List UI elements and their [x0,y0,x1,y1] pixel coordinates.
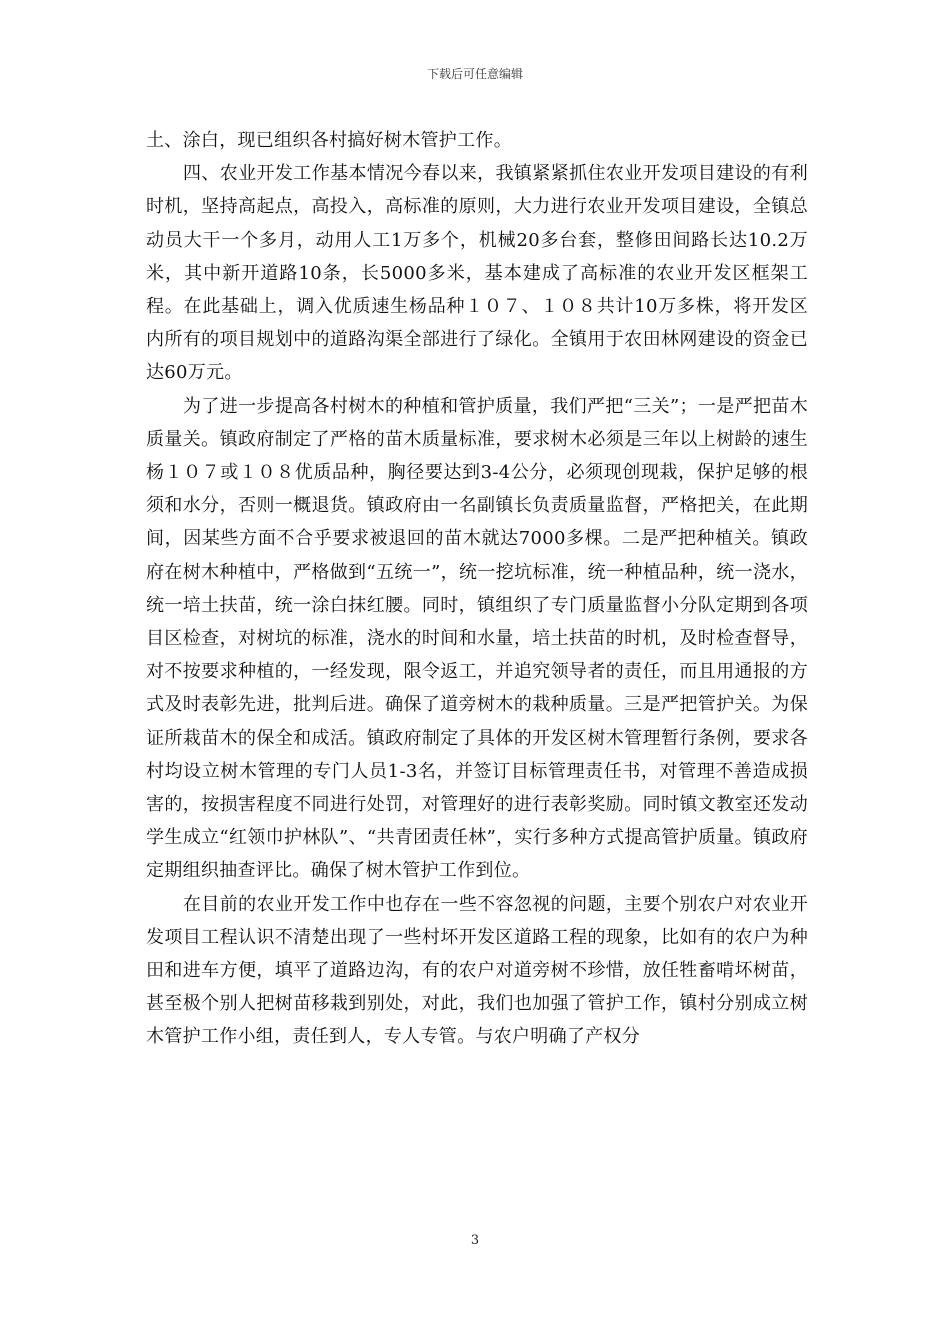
page-header: 下载后可任意编辑 [426,67,523,81]
document-body [146,124,808,1054]
paragraph-agricultural-development: 四、农业开发工作基本情况今春以来，我镇紧紧抓住农业开发项目建设的有利时机，坚持高起点，高投入，高标准的原则，大力进行农业开发项目建设，全镇总动员大干一个多月，动用人工1万多个，机械20多台套，整修田间路长达10.2万米，其中新开道路10条，长5000多米，基本建成了高标准的农业开发区框架工程。在此基础上，调入优质速生杨品种１０７、１０８共计10万多株，将开发区内所有的项目规划中的道路沟渠全部进行了绿化。全镇用于农田林网建设的资金已达60万元。 [146,163,808,384]
page-number: 3 [470,1233,480,1248]
paragraph-continuation: 土、涂白，现已组织各村搞好树木管护工作。 [146,130,512,151]
paragraph-three-checkpoints: 为了进一步提高各村树木的种植和管护质量，我们严把“三关”；一是严把苗木质量关。镇政府制定了严格的苗木质量标准，要求树木必须是三年以上树龄的速生杨１０７或１０８优质品种，胸径要达到3-4公分，必须现创现栽，保护足够的根须和水分，否则一概退货。镇政府由一名副镇长负责质量监督，严格把关，在此期间，因某些方面不合乎要求被退回的苗木就达7000多棵。二是严把种植关。镇政府在树木种植中，严格做到“五统一”，统一挖坑标准，统一种植品种，统一浇水，统一培土扶苗，统一涂白抹红腰。同时，镇组织了专门质量监督小分队定期到各项目区检查，对树坑的标准，浇水的时间和水量，培土扶苗的时机，及时检查督导，对不按要求种植的，一经发现，限令返工，并追究领导者的责任，而且用通报的方式及时表彰先进，批判后进。确保了道旁树木的栽种质量。三是严把管护关。为保证所栽苗木的保全和成活。镇政府制定了具体的开发区树木管理暂行条例，要求各村均设立树木管理的专门人员1-3名，并签订目标管理责任书，对管理不善造成损害的，按损害程度不同进行处罚，对管理好的进行表彰奖励。同时镇文教室还发动学生成立“红领巾护林队”、“共青团责任林”，实行多种方式提高管护质量。镇政府定期组织抽查评比。确保了树木管护工作到位。 [146,395,808,882]
paragraph-existing-problems: 在目前的农业开发工作中也存在一些不容忽视的问题，主要个别农户对农业开发项目工程认识不清楚出现了一些村坏开发区道路工程的现象，比如有的农户为种田和进车方便，填平了道路边沟，有的农户对道旁树不珍惜，放任牲畜啃坏树苗，甚至极个别人把树苗移栽到别处，对此，我们也加强了管护工作，镇村分别成立树木管护工作小组，责任到人，专人专管。与农户明确了产权分 [146,893,808,1048]
